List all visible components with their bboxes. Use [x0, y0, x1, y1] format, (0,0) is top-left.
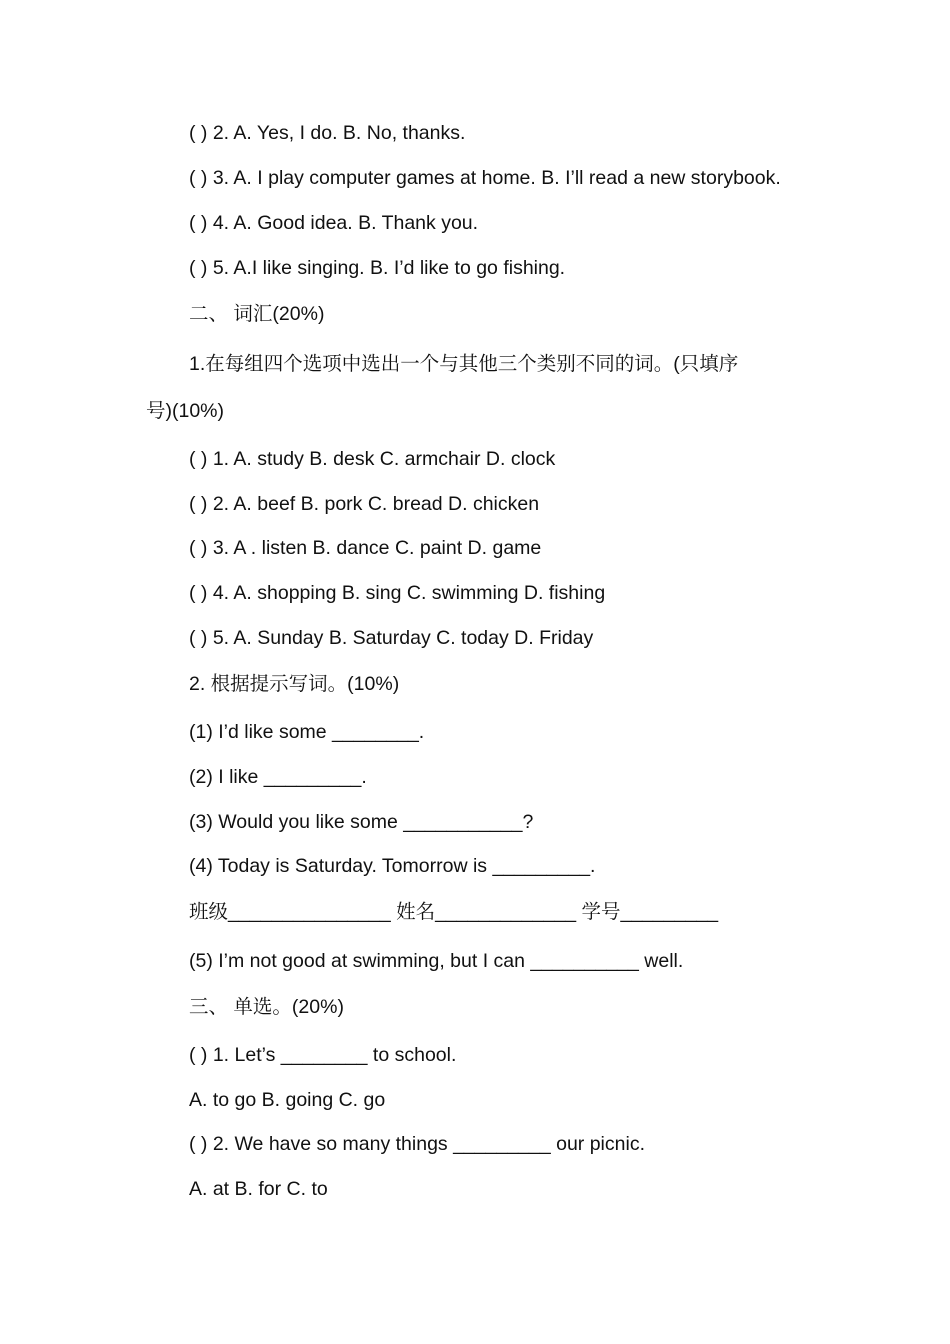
fill-q2: (2) I like _________.: [189, 766, 367, 788]
fill-q3: (3) Would you like some ___________?: [189, 811, 534, 833]
choice-q1: ( ) 1. Let’s ________ to school.: [189, 1044, 457, 1066]
choice-q1-options: A. to go B. going C. go: [189, 1089, 386, 1111]
vocab-q1: ( ) 1. A. study B. desk C. armchair D. clock: [189, 448, 556, 470]
listening-q3: ( ) 3. A. I play computer games at home. B. I’ll read a new storybook.: [189, 167, 781, 189]
vocab-part2-instruction: 2. 根据提示写词。(10%): [189, 673, 400, 695]
choice-q2-options: A. at B. for C. to: [189, 1178, 328, 1200]
fill-q4: (4) Today is Saturday. Tomorrow is _________.: [189, 855, 596, 877]
vocab-q4: ( ) 4. A. shopping B. sing C. swimming D. fishing: [189, 582, 606, 604]
vocab-q3: ( ) 3. A . listen B. dance C. paint D. game: [189, 537, 542, 559]
vocab-part1-instruction-cont: 号)(10%): [146, 400, 225, 422]
vocab-q2: ( ) 2. A. beef B. pork C. bread D. chicken: [189, 493, 540, 515]
listening-q4: ( ) 4. A. Good idea. B. Thank you.: [189, 212, 479, 234]
section-single-choice-heading: 三、 单选。(20%): [189, 996, 344, 1018]
vocab-q5: ( ) 5. A. Sunday B. Saturday C. today D. Friday: [189, 627, 594, 649]
fill-q5: (5) I’m not good at swimming, but I can __________ well.: [189, 950, 684, 972]
listening-q2: ( ) 2. A. Yes, I do. B. No, thanks.: [189, 122, 466, 144]
section-vocabulary-heading: 二、 词汇(20%): [189, 303, 325, 325]
choice-q2: ( ) 2. We have so many things _________ our picnic.: [189, 1133, 645, 1155]
vocab-part1-instruction: 1.在每组四个选项中选出一个与其他三个类别不同的词。(只填序: [189, 353, 739, 375]
fill-q1: (1) I’d like some ________.: [189, 721, 425, 743]
listening-q5: ( ) 5. A.I like singing. B. I’d like to go fishing.: [189, 257, 566, 279]
student-info-line: 班级_______________ 姓名_____________ 学号_________: [189, 901, 719, 923]
